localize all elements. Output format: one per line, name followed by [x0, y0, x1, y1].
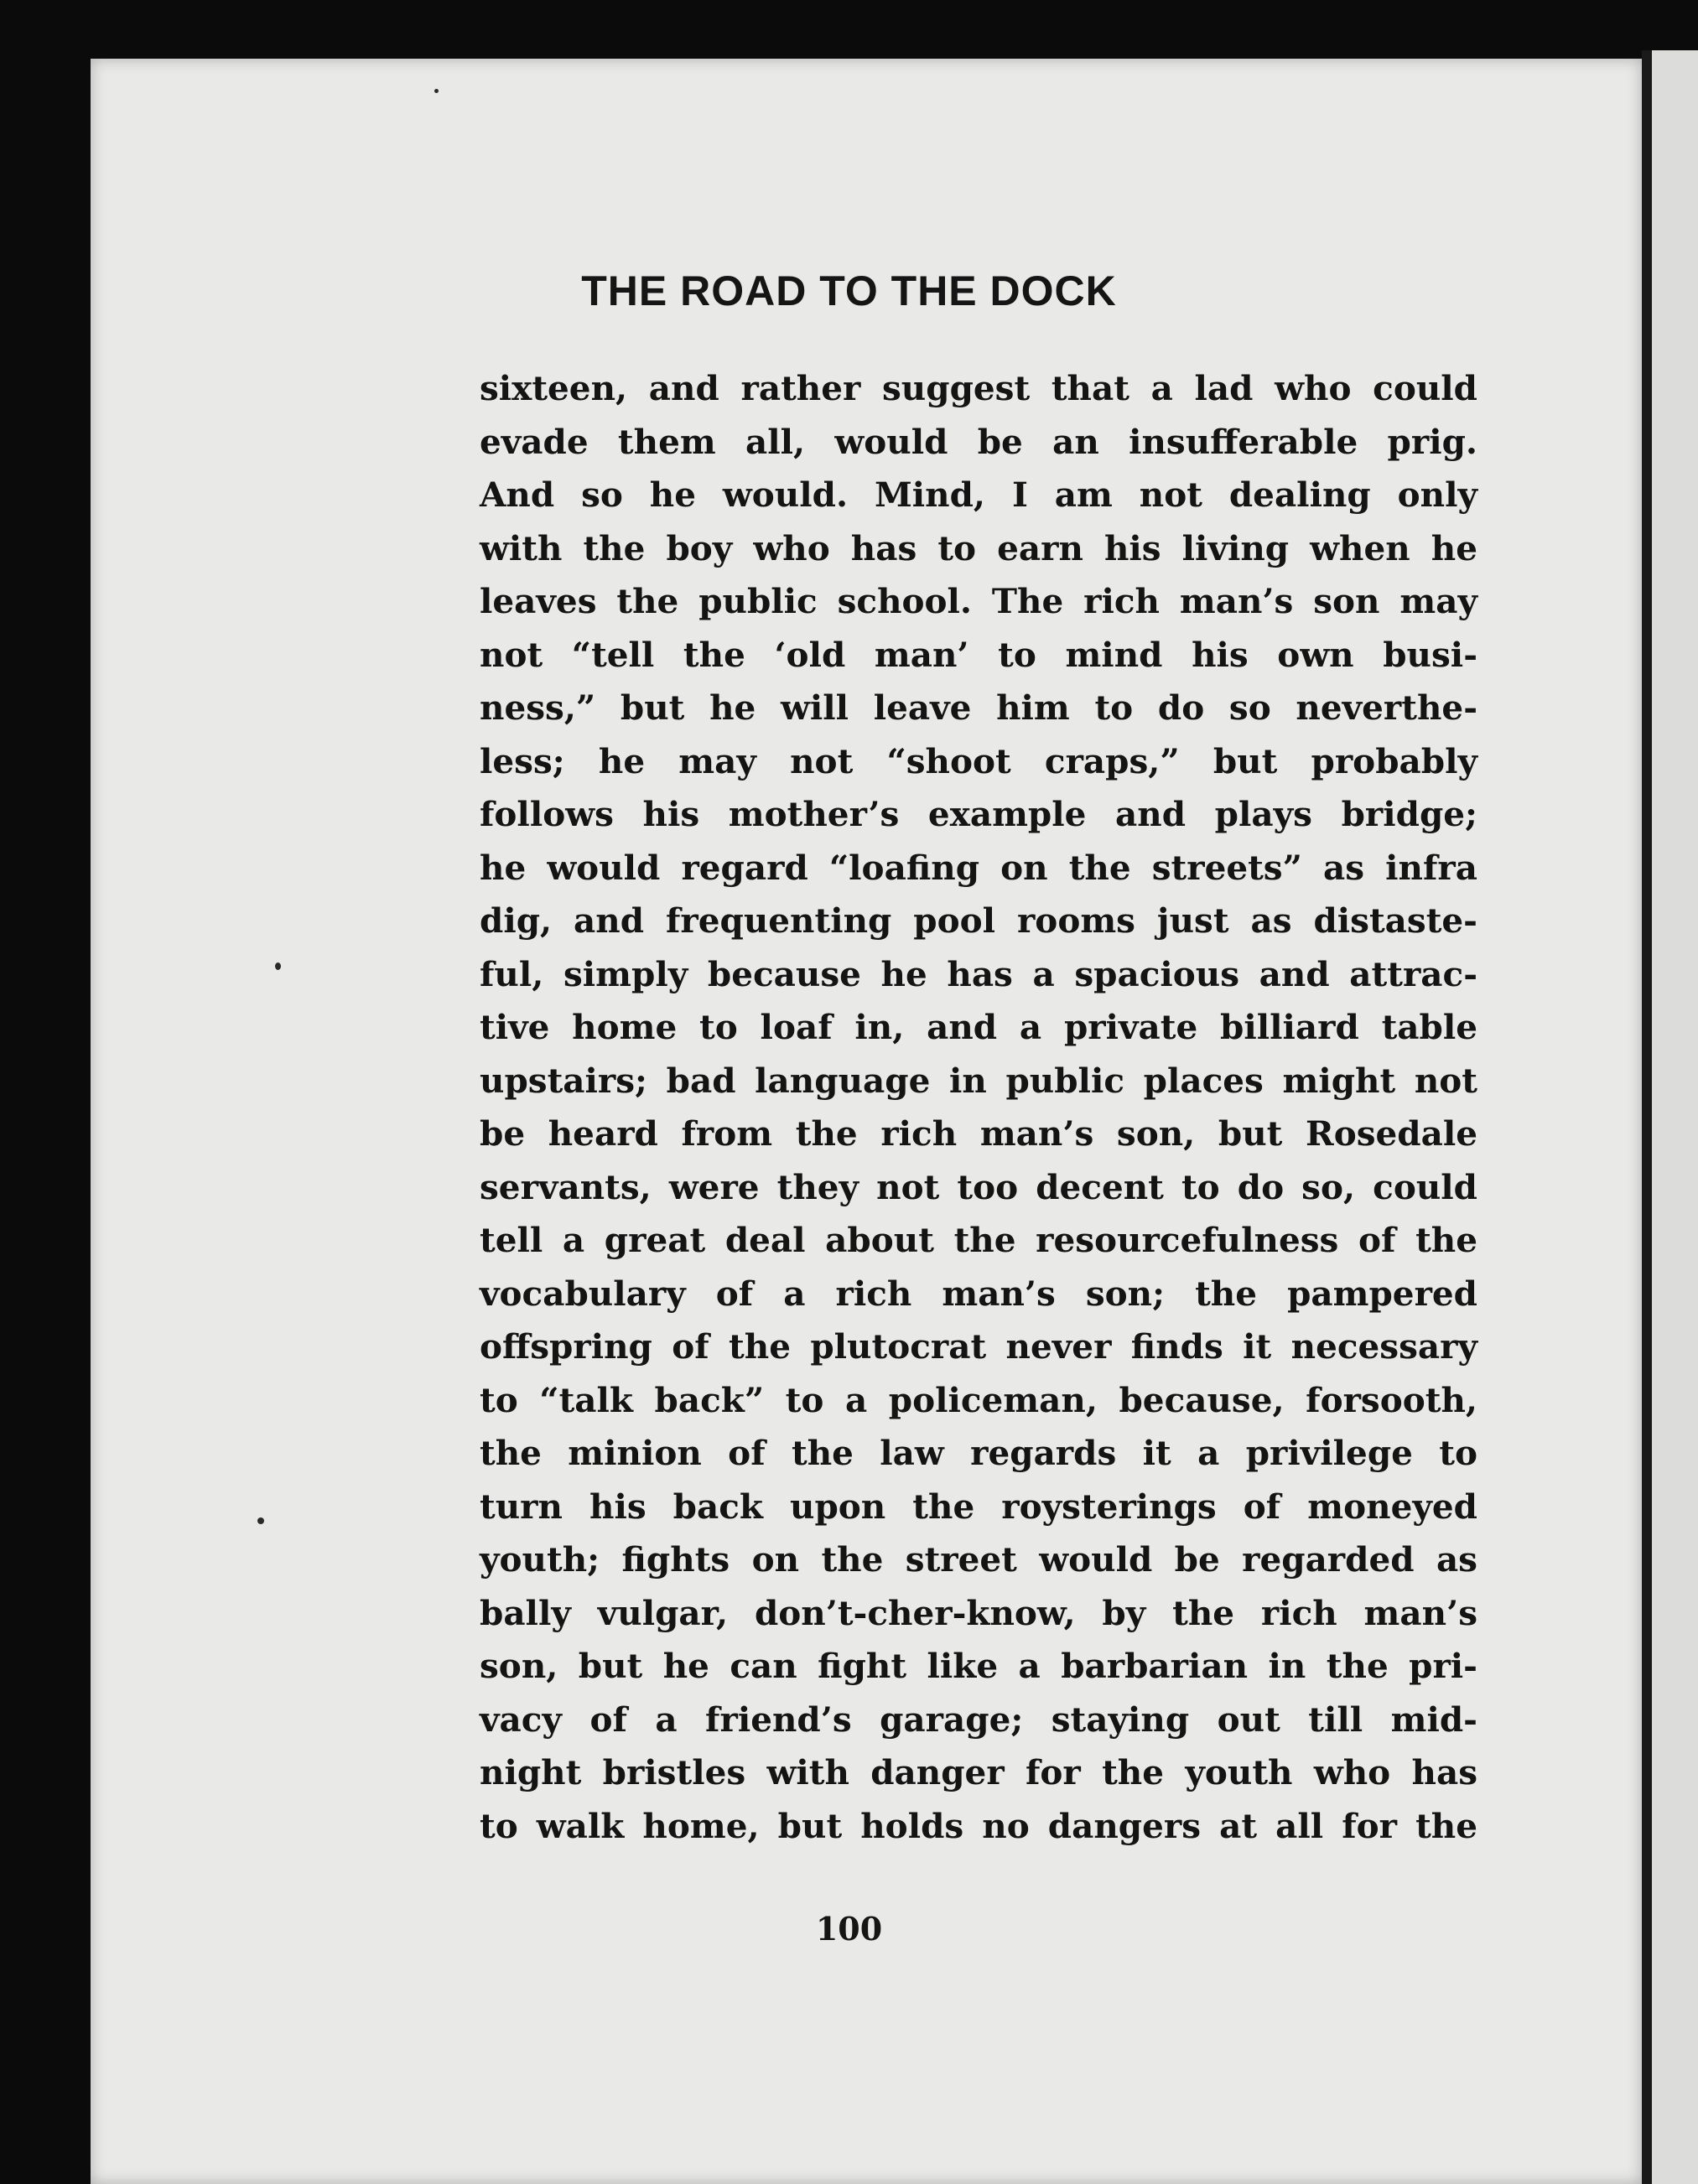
text-line: to “talk back” to a policeman, because, forsooth, — [480, 1379, 1477, 1420]
text-line: leaves the public school. The rich man’s son may — [480, 581, 1477, 621]
text-line: servants, were they not too decent to do so, could — [480, 1166, 1477, 1207]
page-number: 100 — [815, 1910, 883, 1948]
text-line: less; he may not “shoot craps,” but probably — [480, 740, 1477, 781]
text-line: youth; fights on the street would be regarded as — [480, 1539, 1477, 1580]
text-line: with the boy who has to earn his living when he — [480, 527, 1477, 568]
text-line: tell a great deal about the resourcefulness of the — [480, 1220, 1477, 1260]
text-line: follows his mother’s example and plays bridge; — [480, 794, 1477, 834]
text-line: turn his back upon the roysterings of moneyed — [480, 1486, 1477, 1527]
text-line: offspring of the plutocrat never finds it necessary — [480, 1326, 1477, 1367]
text-line: night bristles with danger for the youth who has — [480, 1752, 1477, 1792]
text-line: to walk home, but holds no dangers at all for the — [480, 1805, 1477, 1846]
scan-speck — [257, 1517, 264, 1524]
text-line: ness,” but he will leave him to do so neverthe- — [480, 687, 1477, 728]
text-line: the minion of the law regards it a privilege to — [480, 1433, 1477, 1473]
adjacent-page-strip — [1652, 50, 1698, 2184]
scan-speck — [434, 89, 439, 93]
body-text — [480, 362, 1477, 1853]
text-line: sixteen, and rather suggest that a lad who could — [480, 368, 1477, 408]
text-line: be heard from the rich man’s son, but Rosedale — [480, 1113, 1477, 1154]
text-line: evade them all, would be an insufferable prig. — [480, 421, 1477, 462]
text-line: son, but he can fight like a barbarian in the pri- — [480, 1646, 1477, 1686]
scan-speck — [275, 962, 281, 970]
page-edge-shadow — [1642, 50, 1652, 2184]
text-line: dig, and frequenting pool rooms just as distaste- — [480, 900, 1477, 941]
text-line: vacy of a friend’s garage; staying out till mid- — [480, 1699, 1477, 1740]
text-line: vocabulary of a rich man’s son; the pampered — [480, 1273, 1477, 1314]
text-line: And so he would. Mind, I am not dealing only — [480, 475, 1477, 515]
text-line: he would regard “loafing on the streets” as infra — [480, 847, 1477, 888]
text-line: ful, simply because he has a spacious and attrac- — [480, 953, 1477, 994]
text-line: bally vulgar, don’t-cher-know, by the rich man’s — [480, 1592, 1477, 1633]
text-line: not “tell the ‘old man’ to mind his own busi- — [480, 634, 1477, 675]
text-line: upstairs; bad language in public places might not — [480, 1060, 1477, 1101]
running-head: THE ROAD TO THE DOCK — [581, 267, 1117, 314]
text-line: tive home to loaf in, and a private billiard table — [480, 1007, 1477, 1047]
